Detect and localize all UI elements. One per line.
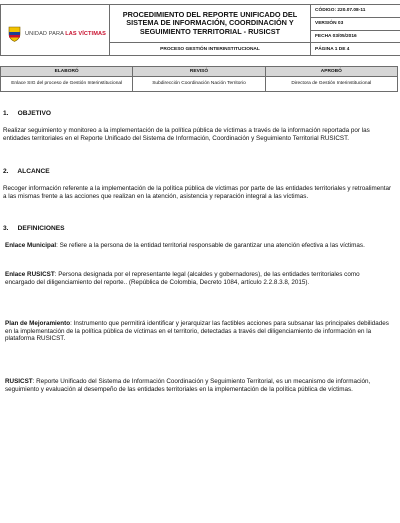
document-title: PROCEDIMIENTO DEL REPORTE UNIFICADO DEL SISTEMA DE INFORMACIÓN, COORDINACIÓN Y SEGUIMIENTO TERRITORIAL - RUSICST xyxy=(122,10,298,36)
colombia-seal-icon xyxy=(8,26,21,42)
definition-rusicst xyxy=(5,378,390,393)
logo-wordmark xyxy=(25,31,106,37)
alcance-text: Recoger información referente a la implementación de la política pública de víctimas por parte de las entidades territoriales y retroalimentar a las mismas frente a las acciones que realizan en la atención, asistencia y reparación integral a las víctimas. xyxy=(3,185,392,200)
section-heading-objetivo: 1. OBJETIVO xyxy=(3,110,52,117)
reviso-value: Subdirección Coordinación Nación Territorio xyxy=(133,77,265,92)
reviso-header: REVISÓ xyxy=(133,67,265,77)
definition-text: : Instrumento que permitirá identificar y jerarquizar las factibles acciones para subsanar las principales debilidades en la implementación de la política pública de víctimas en el territorio, detectadas a través del diligenciamiento de información en la plataforma RUSICST. xyxy=(5,320,389,343)
elaboro-value: Enlace SIG del proceso de Gestión Interinstitucional xyxy=(1,77,133,92)
definition-plan-mejoramiento xyxy=(5,320,390,343)
elaboro-header: ELABORÓ xyxy=(1,67,133,77)
definition-text: : Reporte Unificado del Sistema de Información Coordinación y Seguimiento Territorial, es un mecanismo de información, seguimiento y evaluación al desempeño de las entidades territoriales en la implementación de la política pública de víctimas. xyxy=(5,378,371,393)
section-heading-definiciones: 3. DEFINICIONES xyxy=(3,225,65,232)
definition-text: : Persona designada por el representante legal (alcaldes y gobernadores), de las entidades territoriales como encargado del diligenciamiento del reporte.. (República de Colombia, Decreto 1084, artículo 2.2.8.3.8, 2015). xyxy=(5,271,360,286)
aprobo-header: APROBÓ xyxy=(265,67,397,77)
document-header-table xyxy=(0,4,400,56)
definition-term: RUSICST xyxy=(5,378,33,385)
approval-table xyxy=(0,66,398,92)
page-number-cell: PÁGINA 1 DE 4 xyxy=(311,43,400,56)
process-cell: PROCESO GESTIÓN INTERINSTITUCIONAL xyxy=(110,43,311,56)
date-cell: FECHA 03/05/2016 xyxy=(311,30,400,43)
code-cell: CÓDIGO: 220.07.08-11 xyxy=(311,5,400,18)
definition-term: Plan de Mejoramiento xyxy=(5,320,71,327)
definition-text: : Se refiere a la persona de la entidad territorial responsable de garantizar una atención efectiva a las víctimas. xyxy=(56,242,365,249)
logo-cell xyxy=(1,5,110,56)
version-cell: VERSIÓN 03 xyxy=(311,17,400,30)
unidad-victimas-logo xyxy=(8,26,106,42)
title-cell xyxy=(110,5,311,43)
section-heading-alcance: 2. ALCANCE xyxy=(3,168,50,175)
definition-enlace-municipal xyxy=(5,242,390,250)
logo-strong: LAS VÍCTIMAS xyxy=(65,31,106,37)
objetivo-text: Realizar seguimiento y monitoreo a la implementación de la política pública de víctimas a través de la información reportada por las entidades territoriales en el Reporte Unificado del Sistema de Información, Coordinación y Seguimiento Territorial RUSICST. xyxy=(3,127,370,142)
aprobo-value: Directora de Gestión Interinstitucional xyxy=(265,77,397,92)
definition-term: Enlace RUSICST xyxy=(5,271,55,278)
definition-term: Enlace Municipal xyxy=(5,242,57,249)
logo-prefix: UNIDAD PARA xyxy=(25,31,64,37)
definition-enlace-rusicst xyxy=(5,271,390,286)
